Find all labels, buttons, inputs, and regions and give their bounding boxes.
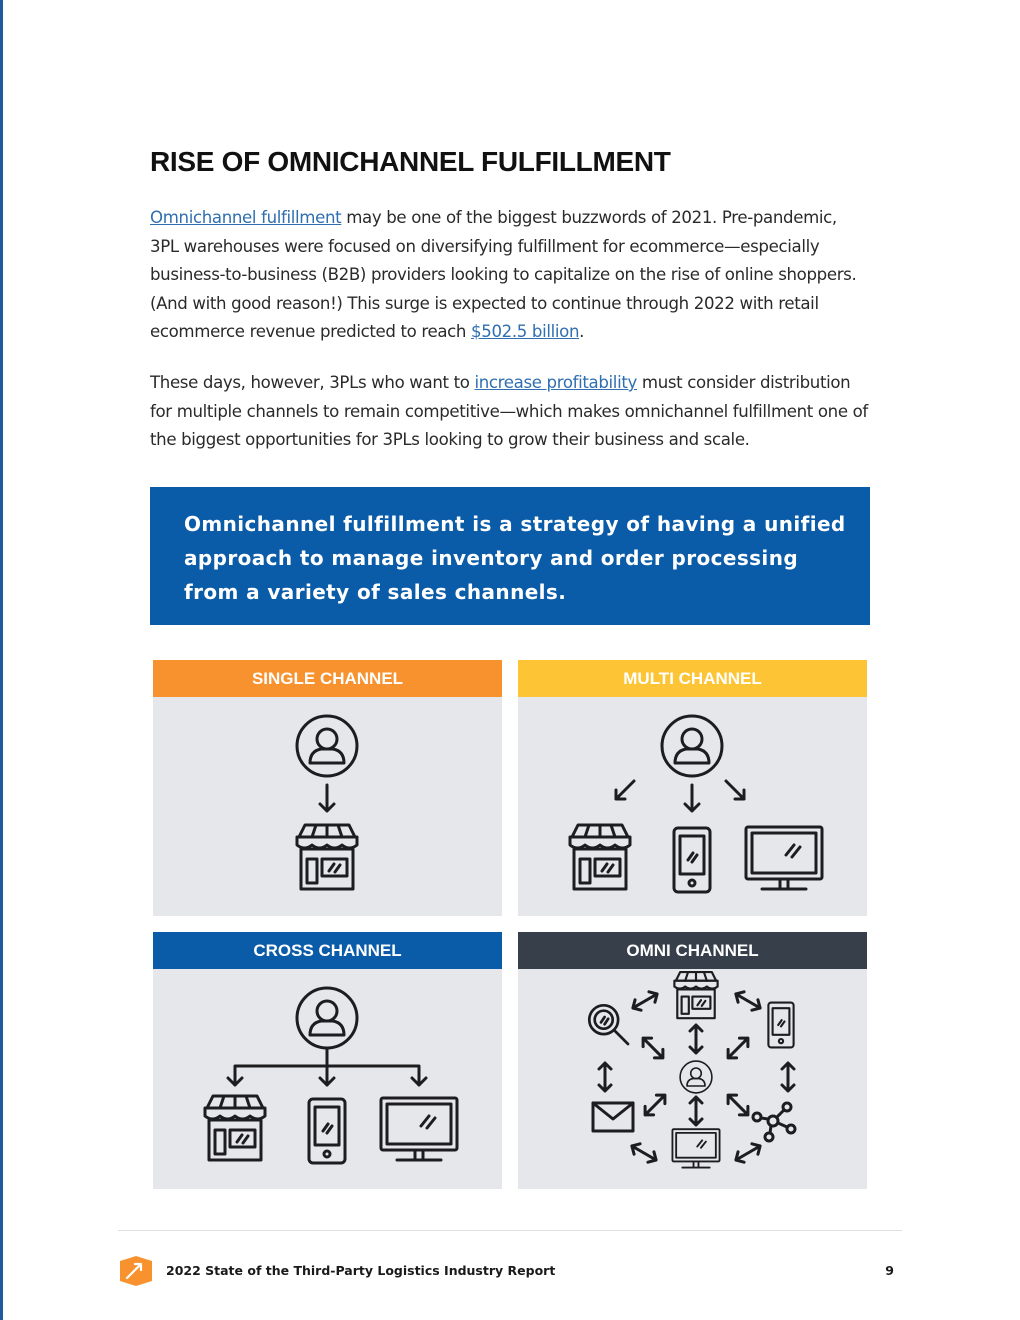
second-paragraph bbox=[150, 369, 870, 455]
arrow-icon bbox=[641, 1091, 669, 1119]
report-logo-icon bbox=[117, 1254, 155, 1288]
arrow-icon bbox=[616, 781, 634, 799]
panel-multi-channel bbox=[518, 660, 867, 916]
panel-title: SINGLE CHANNEL bbox=[153, 660, 502, 697]
monitor-icon bbox=[746, 827, 822, 889]
page-number: 9 bbox=[885, 1263, 894, 1278]
user-icon bbox=[297, 716, 357, 776]
panel-omni-channel bbox=[518, 932, 867, 1189]
arrow-icon bbox=[733, 989, 763, 1013]
link-omnichannel-fulfillment[interactable]: Omnichannel fulfillment bbox=[150, 208, 342, 227]
panel-title: CROSS CHANNEL bbox=[153, 932, 502, 969]
store-icon bbox=[674, 972, 717, 1018]
search-icon bbox=[589, 1005, 628, 1044]
phone-icon bbox=[768, 1003, 793, 1048]
cross-channel-diagram bbox=[153, 969, 502, 1189]
paragraph-text: These days, however, 3PLs who want to bbox=[150, 373, 475, 392]
arrow-icon bbox=[782, 1063, 794, 1091]
panel-cross-channel bbox=[153, 932, 502, 1189]
panel-title: MULTI CHANNEL bbox=[518, 660, 867, 697]
arrow-icon bbox=[320, 785, 334, 811]
multi-channel-diagram bbox=[518, 697, 867, 916]
arrow-icon bbox=[733, 1141, 763, 1165]
arrow-icon bbox=[726, 781, 744, 799]
user-icon bbox=[680, 1061, 712, 1093]
panel-title: OMNI CHANNEL bbox=[518, 932, 867, 969]
arrow-icon bbox=[685, 785, 699, 811]
omni-channel-diagram bbox=[518, 969, 867, 1189]
phone-icon bbox=[309, 1099, 345, 1163]
callout-text: Omnichannel fulfillment is a strategy of having a unified approach to manage inventory and order processing from a variety of sales channels. bbox=[184, 512, 846, 604]
link-502-billion[interactable]: $502.5 billion bbox=[471, 322, 580, 341]
arrow-icon bbox=[639, 1034, 667, 1062]
arrow-icon bbox=[690, 1025, 702, 1053]
paragraph-text: must consider distribution for multiple channels to remain competitive—which makes omnichannel fulfillment one of the biggest opportunities for 3PLs looking to grow their business and scale. bbox=[150, 373, 868, 449]
branch-connector bbox=[228, 1048, 426, 1085]
link-increase-profitability[interactable]: increase profitability bbox=[474, 373, 637, 392]
arrow-icon bbox=[690, 1097, 702, 1125]
user-icon bbox=[297, 988, 357, 1048]
store-icon bbox=[570, 825, 630, 889]
phone-icon bbox=[674, 828, 710, 892]
monitor-icon bbox=[672, 1129, 719, 1167]
arrow-icon bbox=[599, 1063, 611, 1091]
monitor-icon bbox=[381, 1098, 457, 1160]
arrow-icon bbox=[630, 989, 660, 1013]
footer-divider bbox=[118, 1230, 902, 1231]
panel-single-channel bbox=[153, 660, 502, 916]
arrow-icon bbox=[724, 1034, 752, 1062]
single-channel-diagram bbox=[153, 697, 502, 916]
definition-callout bbox=[150, 487, 870, 625]
network-icon bbox=[753, 1103, 795, 1141]
store-icon bbox=[205, 1096, 265, 1160]
page-heading: RISE OF OMNICHANNEL FULFILLMENT bbox=[150, 146, 671, 177]
arrow-icon bbox=[724, 1091, 752, 1119]
paragraph-text: . bbox=[579, 322, 585, 341]
footer-report-title: 2022 State of the Third-Party Logistics Industry Report bbox=[166, 1263, 556, 1278]
arrow-icon bbox=[629, 1141, 659, 1165]
paragraph-text: may be one of the biggest buzzwords of 2021. Pre-pandemic, 3PL warehouses were focused on diversifying fulfillment for ecommerce—especially business-to-business (B2B) providers looking to capitalize on the rise of online shoppers. (And with good reason!) This surge is expected to continue through 2022 with retail ecommerce revenue predicted to reach bbox=[150, 208, 857, 341]
page-edge-rule bbox=[0, 0, 3, 1320]
intro-paragraph bbox=[150, 204, 870, 347]
user-icon bbox=[662, 716, 722, 776]
envelope-icon bbox=[593, 1103, 633, 1131]
store-icon bbox=[297, 825, 357, 889]
